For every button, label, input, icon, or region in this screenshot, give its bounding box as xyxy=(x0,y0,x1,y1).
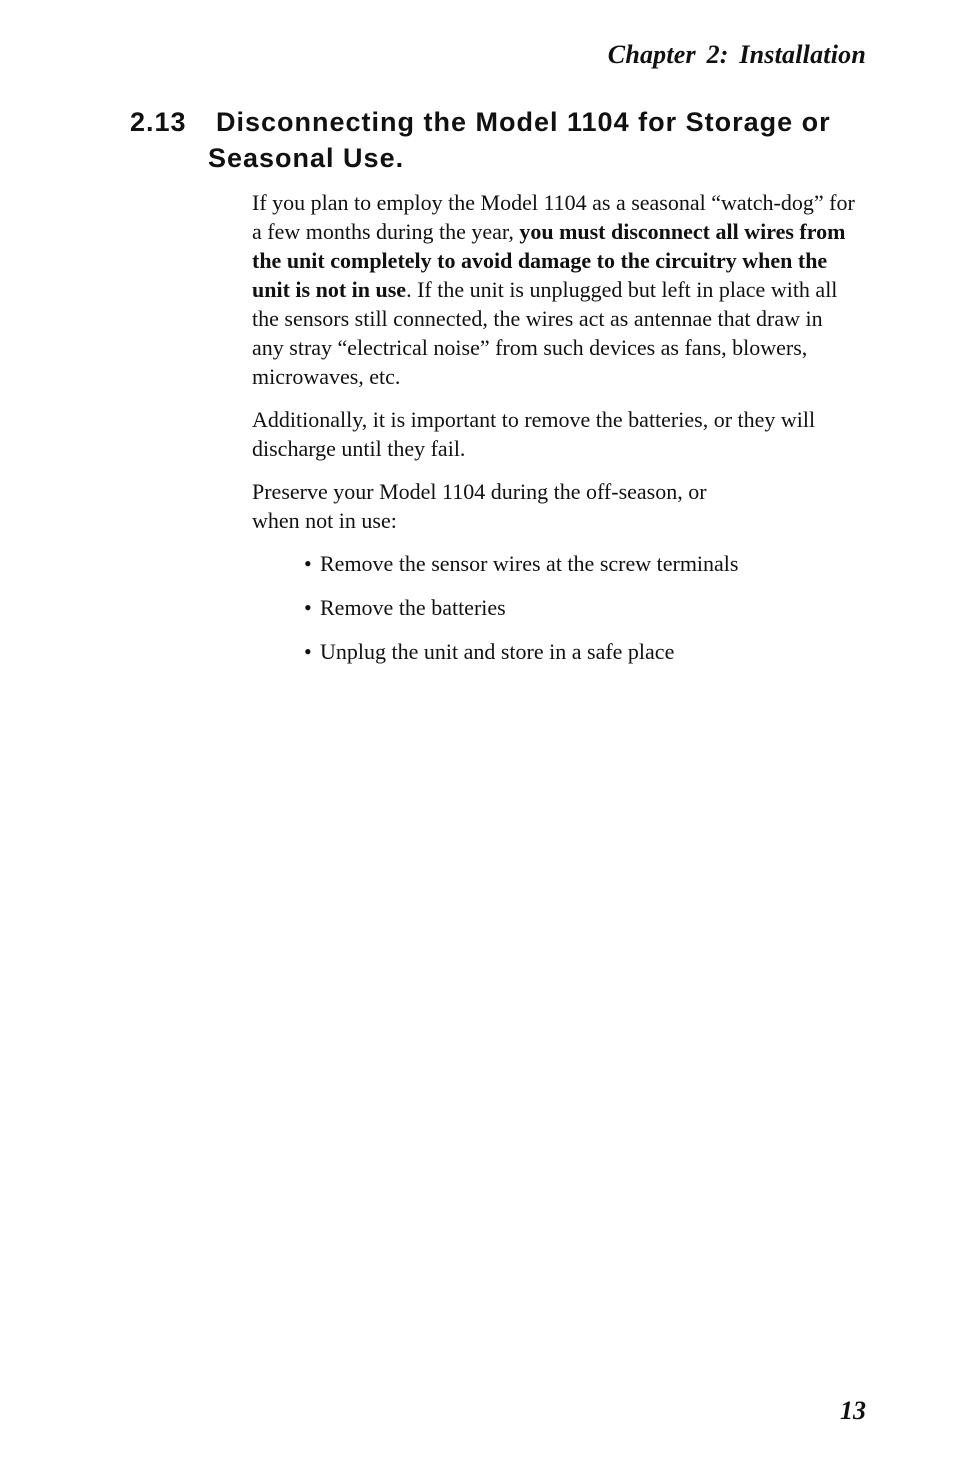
section-heading xyxy=(130,104,860,176)
page-number: 13 xyxy=(840,1396,866,1425)
paragraph-3 xyxy=(252,477,858,535)
section-title-line1: Disconnecting the Model 1104 for Storage or xyxy=(216,107,831,137)
list-item xyxy=(304,637,858,666)
list-item xyxy=(304,549,858,578)
list-item xyxy=(304,593,858,622)
bullet-icon: • xyxy=(304,551,312,576)
body-text xyxy=(252,188,858,681)
paragraph-1-text-end: . If the unit is unplugged but left in place with all the sensors still connected, the wires act as antennae that draw in any stray “electrical noise” from such devices as fans, blowers, microwaves, etc. xyxy=(252,277,838,389)
section-title-line2: Seasonal Use. xyxy=(208,143,405,173)
bullet-icon: • xyxy=(304,639,312,664)
list-item-text: Remove the batteries xyxy=(320,595,506,620)
bullet-icon: • xyxy=(304,595,312,620)
list-item-text: Unplug the unit and store in a safe place xyxy=(320,639,675,664)
paragraph-1 xyxy=(252,188,858,391)
paragraph-3-line1: Preserve your Model 1104 during the off-season, or xyxy=(252,479,707,504)
paragraph-3-line2: when not in use: xyxy=(252,508,397,533)
paragraph-1-emphasis: you must disconnect all wires from the unit completely to avoid damage to the circuitry when the unit is not in use xyxy=(252,219,846,302)
paragraph-1-text: If you plan to employ the Model 1104 as a seasonal “watch-dog” for a few months during the year, xyxy=(252,190,855,244)
bullet-list xyxy=(252,549,858,666)
paragraph-2: Additionally, it is important to remove the batteries, or they will discharge until they fail. xyxy=(252,407,816,461)
running-header: Chapter 2: Installation xyxy=(607,40,866,69)
list-item-text: Remove the sensor wires at the screw terminals xyxy=(320,551,739,576)
section-number: 2.13 xyxy=(130,107,187,137)
